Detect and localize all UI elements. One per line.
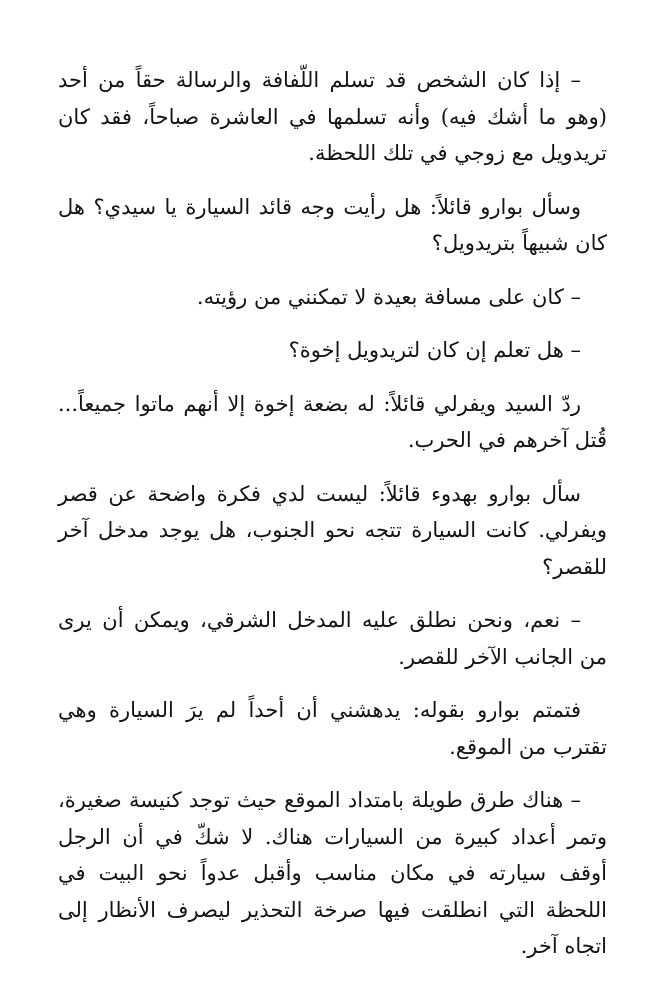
paragraph-1: – إذا كان الشخص قد تسلم اللّفافة والرسالة حقاً من أحد (وهو ما أشك فيه) وأنه تسلمها في العاشرة صباحاً، فقد كان تريدويل مع زوجي في تلك اللحظة. xyxy=(58,68,607,165)
paragraph-2: وسأل بوارو قائلاً: هل رأيت وجه قائد السيارة يا سيدي؟ هل كان شبيهاً بتريدويل؟ xyxy=(58,194,607,255)
paragraph-6: سأل بوارو بهدوء قائلاً: ليست لدي فكرة واضحة عن قصر ويفرلي. كانت السيارة تتجه نحو الجنوب، هل يوجد مدخل آخر للقصر؟ xyxy=(58,481,607,579)
paragraph-3: – كان على مسافة بعيدة لا تمكنني من رؤيته. xyxy=(196,284,581,309)
paragraph-7: – نعم، ونحن نطلق عليه المدخل الشرقي، ويمكن أن يرى من الجانب الآخر للقصر. xyxy=(58,608,607,669)
paragraph-9: – هناك طرق طويلة بامتداد الموقع حيث توجد كنيسة صغيرة، وتمر أعداد كبيرة من السيارات هناك. لا شكّ في أن الرجل أوقف سيارته في مكان مناسب وأقبل عدواً نحو البيت في اللحظة التي انطلقت فيها صرخة التحذير ليصرف الأنظار إلى اتجاه آخر. xyxy=(58,788,607,958)
paragraph-8: فتمتم بوارو بقوله: يدهشني أن أحداً لم يرَ السيارة وهي تقترب من الموقع. xyxy=(58,698,607,759)
paragraph-5: ردّ السيد ويفرلي قائلاً: له بضعة إخوة إلا أنهم ماتوا جميعاً... قُتل آخرهم في الحرب. xyxy=(58,391,607,452)
paragraph-4: – هل تعلم إن كان لتريدويل إخوة؟ xyxy=(288,338,581,362)
